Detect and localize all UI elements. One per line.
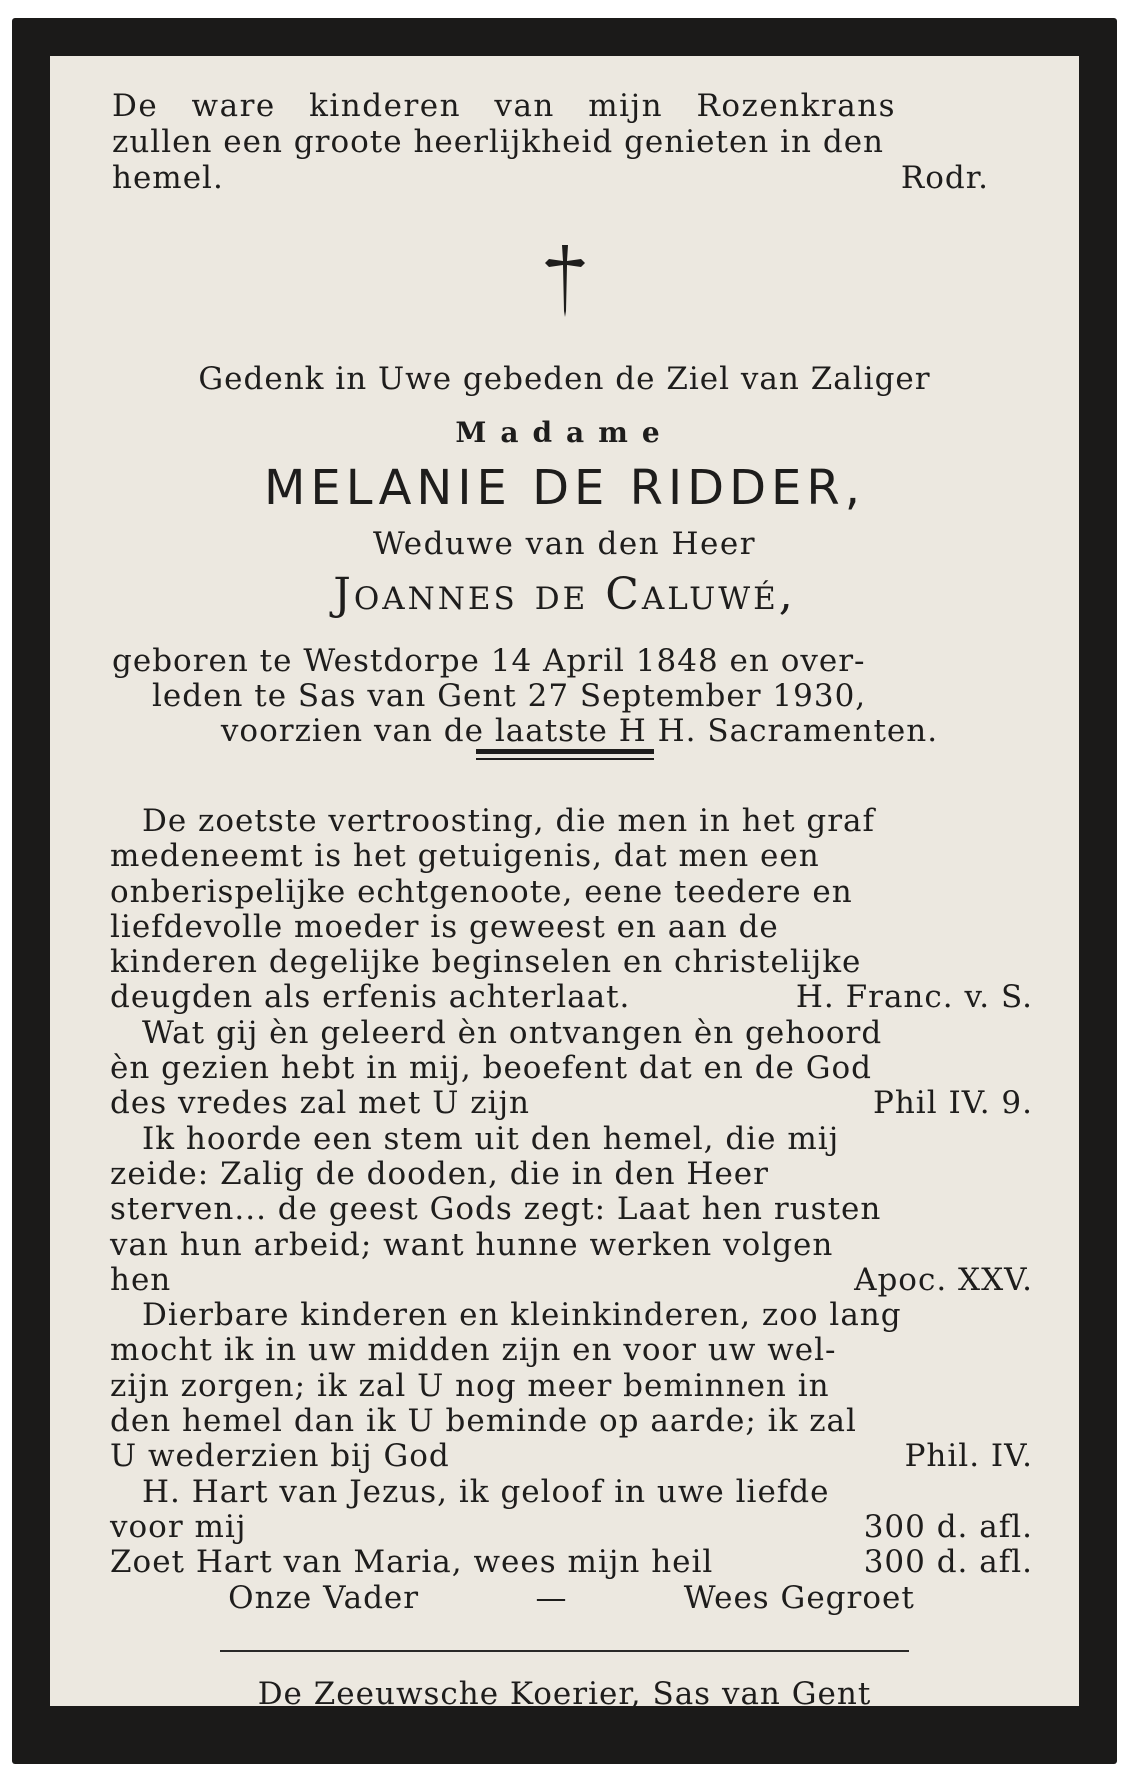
- memorial-text: [110, 804, 1033, 1616]
- birth-death-details: [112, 644, 1047, 749]
- prayer-our-father: Onze Vader: [228, 1579, 420, 1616]
- memorial-card: [50, 56, 1079, 1712]
- rosary-quote: [112, 88, 1017, 196]
- text-line: medeneemt is het getuigenis, dat men een: [110, 838, 820, 875]
- dates-line: leden te Sas van Gent 27 September 1930,: [152, 678, 867, 714]
- deceased-name: MELANIE DE RIDDER,: [264, 460, 865, 516]
- citation: Apoc. XXV.: [854, 1261, 1033, 1298]
- widow-of-label: Weduwe van den Heer: [372, 526, 757, 562]
- text-line: Zoet Hart van Maria, wees mijn heil 300 d. afl.: [110, 1544, 1033, 1581]
- text-line: deugden als erfenis achterlaat. H. Franc. v. S.: [110, 979, 1033, 1016]
- citation: Phil IV. 9.: [872, 1085, 1033, 1122]
- text-line: De zoetste vertroosting, die men in het graf: [142, 803, 875, 839]
- prayer-dash: —: [535, 1579, 568, 1616]
- text-line: onberispelijke echtgenoote, eene teedere en: [110, 873, 853, 910]
- text-line: zeide: Zalig de dooden, die in den Heer: [110, 1155, 769, 1192]
- citation: H. Franc. v. S.: [795, 979, 1033, 1016]
- prayer-hail-mary: Wees Gegroet: [683, 1579, 915, 1616]
- husband-name: Joannes de Caluwé,: [333, 569, 796, 620]
- text-line: kinderen degelijke beginselen en christelijke: [110, 944, 862, 981]
- memorial-card-border: [12, 18, 1117, 1764]
- quote-last-text: hemel.: [112, 160, 224, 196]
- quote-line: zullen een groote heerlijkheid genieten in den: [112, 124, 885, 160]
- text-line: zijn zorgen; ik zal U nog meer beminnen in: [110, 1367, 830, 1404]
- footer-divider: [220, 1650, 909, 1652]
- dates-line: voorzien van de laatste H H. Sacramenten.: [220, 713, 939, 749]
- indulgence: 300 d. afl.: [863, 1508, 1033, 1545]
- text-line: des vredes zal met U zijn Phil IV. 9.: [110, 1085, 1033, 1122]
- text-line: Dierbare kinderen en kleinkinderen, zoo lang: [142, 1297, 902, 1334]
- text-line: voor mij 300 d. afl.: [110, 1508, 1033, 1545]
- text-line: van hun arbeid; want hunne werken volgen: [110, 1226, 834, 1263]
- text-line: èn gezien hebt in mij, beoefent dat en de God: [110, 1050, 873, 1087]
- dates-line: geboren te Westdorpe 14 April 1848 en over-: [112, 643, 866, 679]
- text-line: den hemel dan ik U beminde op aarde; ik zal: [110, 1403, 857, 1440]
- indulgence: 300 d. afl.: [863, 1544, 1033, 1581]
- printer-credit: De Zeeuwsche Koerier, Sas van Gent: [257, 1676, 872, 1712]
- text-line: liefdevolle moeder is geweest en aan de: [110, 908, 779, 945]
- text-line: hen Apoc. XXV.: [110, 1261, 1033, 1298]
- text-line: H. Hart van Jezus, ik geloof in uwe liefde: [142, 1473, 830, 1510]
- quote-line: De ware kinderen van mijn Rozenkrans: [112, 88, 897, 124]
- citation: Phil. IV.: [904, 1438, 1033, 1475]
- quote-source: Rodr.: [900, 160, 989, 196]
- divider-rule: [476, 749, 654, 760]
- remembrance-intro: Gedenk in Uwe gebeden de Ziel van Zaliger: [198, 361, 931, 397]
- prayer-line: [110, 1581, 1033, 1616]
- title-madame: Madame: [455, 416, 674, 449]
- text-line: Wat gij èn geleerd èn ontvangen èn gehoord: [142, 1014, 883, 1051]
- cross-icon: [541, 241, 589, 321]
- text-line: Ik hoorde een stem uit den hemel, die mij: [142, 1120, 840, 1157]
- text-line: U wederzien bij God Phil. IV.: [110, 1438, 1033, 1475]
- text-line: mocht ik in uw midden zijn en voor uw wel-: [110, 1332, 837, 1369]
- quote-line: [112, 160, 1017, 196]
- text-line: sterven... de geest Gods zegt: Laat hen rusten: [110, 1191, 882, 1228]
